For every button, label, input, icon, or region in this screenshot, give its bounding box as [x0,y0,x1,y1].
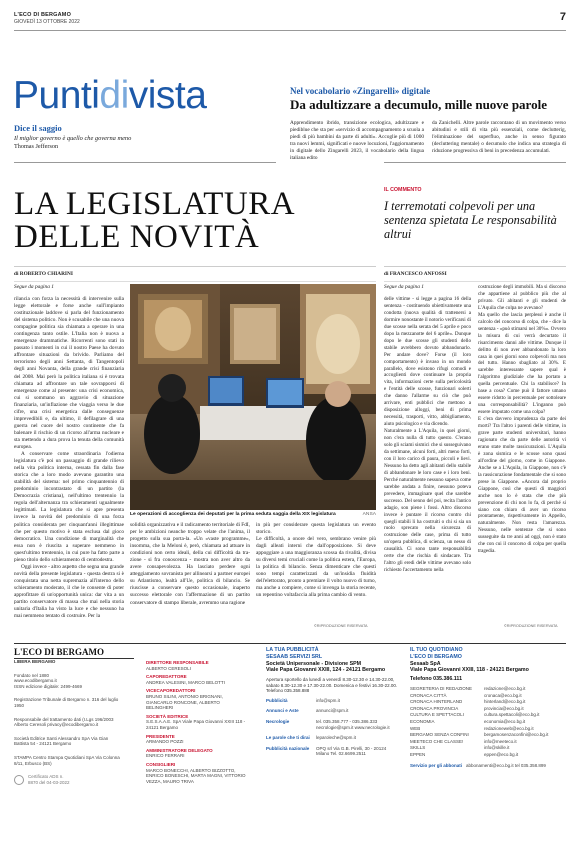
tuo-row-value: info@skille.it [484,745,510,751]
staff-role: CONSIGLIERI [146,761,176,767]
staff-role: VICECAPOREDATTORI [146,688,196,694]
tuo-row-label: SEGRETERIA DI REDAZIONE [410,686,473,691]
tuo-row-value: hinterland@eco.bg.it [484,699,526,705]
staff-names: ENRICO FERRARI [146,753,185,759]
tuo-row-value: cultura.spettacoli@eco.bg.it [484,712,540,718]
staff-role: PRESIDENTE [146,733,175,739]
quote-label: Dice il saggio [14,123,62,133]
spm-row [266,746,400,757]
main-byline: di ROBERTO CHIARINI [14,271,73,277]
teaser [290,86,566,161]
tuo-row-label: SKILLS [410,745,426,751]
header-rule [14,30,566,31]
spm-row-label: Annunci e Aste [266,708,299,714]
main-footnote: ©RIPRODUZIONE RISERVATA [314,624,368,628]
commento-continue: Segue da pagina 1 [384,284,424,290]
tuo-row [410,726,566,733]
teaser-kicker: Nel vocabolario «Zingarelli» digitale [290,86,431,96]
tuo-row-label: WEB [410,725,421,731]
spm-row-label: Necrologie [266,718,290,724]
main-continue: Segue da pagina 1 [14,284,54,290]
staff-entry [146,674,246,685]
tuo-row-value: eppen@eco.bg.it [484,751,519,757]
commento-footnote: ©RIPRODUZIONE RISERVATA [504,624,558,628]
masthead [14,12,80,25]
teaser-col-1: Apprendimento ibrido, transizione ecologica, adultizzare e piediblue che sta per «servizio di accompagnamento a scuola a piedi di più bambini da parte di adulti». Accoglie più di 1000 tra nuovi lemmi, significati e nuove locuzioni, l'aggiornamento in digitale dello Zingarelli 2023, il vocabolario della lingua italiana edito [290,120,424,161]
tuo-row-value: redazioneweb@eco.bg.it [484,725,534,731]
teaser-col-2: da Zanichelli. Altre parole raccontano di un movimento verso abitudini e stili di vita più essenziali, come declutterig, l'eliminazione del superfluo, anche in senso figurato (decluttering mentale) o decumulo che indica una strategia di riduzione progressiva di beni in precedenza accumulati. [432,120,566,154]
staff-entry [146,734,246,745]
staff-names: MARCO BONECCHI, ALBERTO BIZZOTTO, ENRICO BONESCHI, MARTA MAGNI, VITTORIO VEZZA, MAURO TRIVA [146,767,246,784]
tuo-row-value: redazione@eco.bg.it [484,686,526,691]
tuo-row [410,699,566,706]
spm-row-value: tel. 035.358.777 - 035.386.333 necrologie@spm.it www.necrologie.it [316,718,390,730]
article-photo [130,284,376,510]
tuo-row-label: CRONACA HINTERLAND [410,699,463,705]
staff-role: SOCIETÀ EDITRICE [146,713,189,719]
spm-row-value: OPQ srl Via G.B. Pirelli, 30 - 20124 Milano Tel. 02.6699.2511 [316,745,387,757]
commento-label: IL COMMENTO [384,187,422,193]
staff-role: CAPOREDATTORE [146,674,187,680]
issue-date: GIOVEDÌ 13 OTTOBRE 2022 [14,19,80,25]
footer-tuo: IL TUO QUOTIDIANO L'ECO DI BERGAMO Sesaab SpA Viale Papa Giovanni XXIII, 118 - 24121 Bergamo Telefono 035.386.111 SEGRETERIA DI REDAZIONE redazione@eco.bg.it CRONACA CITTÀ cronaca@eco.bg.it CRONACA HINTERLAND hinterland@eco.bg.it CRONACA PROVINCIA provincia@eco.bg.it CULTURA E SPETTACOLI cultura.spettacoli@eco.bg.it ECONOMIA economia@eco.bg.it WEB redazioneweb@eco.bg.it BERGAMO SENZA CONFINI bergamosenzaconfini@eco.bg.it MEETECO CHE CLASSE! info@meeteco.it SKILLS info@skille.it EPPEN eppen@eco.bg.it Servizio per gli abbonati abbonamenti@eco.bg.it tel 035.358.899 [410,647,566,768]
tuo-row-label: BERGAMO SENZA CONFINI [410,732,469,738]
section-title: Puntidivista [13,74,207,117]
footer-paper: L'ECO DI BERGAMO LIBERA BERGAMO Fondato nel 1880 www.ecodibergamo.it ISSN edizione digitale: 2499-4669 Registrazione Tribunale di Bergamo n. 316 del luglio 1950 Responsabile del trattamento dati (I.Lgs 196/2003 Alberto Ceresoli privacy@ecodibergamo.it Società Editrice Santi Alessandro SpA Via Gian Battista 54 - 24121 Bergamo STAMPA Centro Stampa Quotidiani SpA Via Colonna 8/11, Erbusco (BS) Certificato ADS n. 8870 del 04-03-2022 [14,647,134,785]
quote-box [14,123,274,150]
staff-names: S.E.S.A.A.E. SpA Viale Papa Giovanni XXIII 118 - 24121 Bergamo [146,719,246,730]
commento-col-1: Segue da pagina 1 delle vittime - si legge a pagina 16 della sentenza - costituendo obiettivamente una condotta (nuova qualità di trattenersi a dormire nonostante il notorio verificarsi di due scosse nella serata del 5 aprile e poco dopo la mezzanotte del 6 aprile». Dunque dopo le due scosse gli studenti dello stabile avrebbero dovuto abbandonarlo. Per andare dove? Forse (il loro comportamento) è invaso in un mondo parallelo, dove esistono rifugi comodi e accoglienti dove continuare la propria vita, informazioni certe sulla pericolosità e l'entità delle scosse, funzionari solerti che danno l'allarme su ciò che può arrivare, enti pubblici che mettono a disposizione alloggi, beni di prima necessità, trasporti, vitto, abbigliamento, aiuto psicologico e via dicendo. Naturalmente a L'Aquila, in quei giorni, non c'era nulla di tutto questo. C'erano solo gli sciami sismici che si susseguivano da settimane, alcuni forti, altri meno forti, con il loro carico di paura, piccoli e lievi. Nessuno ha detto agli abitanti dello stabile di abbandonare le loro case e i loro beni. Perché naturalmente nessuno sapeva come sarebbe andata a finire, nessuno poteva prevedere, immaginare quel che sarebbe successo. Del senno del poi, recita l'antico adagio, son piene i fossi. Altro discorso invece è puntare il ricorso contro chi quegli stabili li ha costruiti o chi si sia un ruolo sprecato nella sicurezza di costruzione delle case, prima di tutto un'opera pubblica, di scienza, un nesso di causalità. Ci sono tante responsabilità certe che che rischia di sindacare. Tra l'altro gli eredi delle vittime avevano solo richiesto l'accertamento nella [384,284,471,574]
tuo-row-value: info@meeteco.it [484,738,517,744]
spm-row [266,719,400,730]
quote-author: Thomas Jefferson [14,143,59,150]
tuo-row [410,712,566,719]
tuo-row [410,732,566,739]
tuo-row-value: cronaca@eco.bg.it [484,692,522,698]
spm-row [266,708,400,714]
footer-logo: L'ECO DI BERGAMO [14,647,105,657]
commento-byline: di FRANCESCO ANFOSSI [384,271,447,277]
tuo-row [410,719,566,726]
staff-entry [146,762,246,784]
spm-row-label: Pubblicità [266,697,288,703]
tuo-row-label: ECONOMIA [410,718,435,724]
staff-entry [146,688,246,710]
spm-row-value: annunci@spm.it [316,708,349,714]
footer-spm: LA TUA PUBBLICITÀ SESAAB SERVIZI SRL Società Unipersonale - Divisione SPM Viale Papa Giovanni XXIII, 124 - 24121 Bergamo Apertura sportello da lunedì a venerdì 8.30-12.30 e 14.30-22.00, sabato 8.30-12.30 e 17.30-22.00. Domenica e festivi 16.30-22.00. Telefono 035.358.888 Pubblicità info@spm.it Annunci e Aste annunci@spm.it Necrologie tel. 035.358.777 - 035.386.333 necrologie@spm.it www.necrologie.it Le parole che ti dirai leparoleche@spm.it Pubblicità nazionale OPQ srl Via G.B. Pirelli, 30 - 20124 Milano Tel. 02.6699.2511 [266,647,400,762]
photo-caption: Le operazioni di accoglienza dei deputati per la prima seduta saggia della XIX legislatura ANSA [130,512,376,517]
staff-role: DIRETTORE RESPONSABILE [146,660,209,665]
staff-names: ANDREA VALESINI, MARCO BELOTTI [146,679,225,685]
tuo-row-label: CRONACA PROVINCIA [410,705,459,711]
tuo-row [410,686,566,693]
staff-names: ALBERTO CERESOLI [146,665,191,671]
spm-row-label: Pubblicità nazionale [266,745,310,751]
tuo-row [410,706,566,713]
tuo-row [410,752,566,759]
tuo-row-value: provincia@eco.bg.it [484,705,524,711]
spm-row-value: leparoleche@spm.it [316,735,356,741]
staff-role: AMMINISTRATORE DELEGATO [146,747,213,753]
spm-hours: Apertura sportello da lunedì a venerdì 8.30-12.30 e 14.30-22.00, sabato 8.30-12.30 e 17.30-22.00. Domenica e festivi 16.30-22.00. Telefono 035.358.888 [266,677,398,694]
tuo-row [410,693,566,700]
teaser-headline: Da adultizzare a decumulo, mille nuove parole [290,97,547,112]
tuo-row-value: economia@eco.bg.it [484,718,526,724]
tuo-row-label: CULTURA E SPETTACOLI [410,712,464,718]
parliament-photo-illustration [130,284,376,510]
staff-names: BRUNO SILINI, ANTONIO BRIGNANI, GIANCARLO RONCONE, ALBERTO BELINGHERI [146,693,223,711]
staff-names: ARMANDO POZZI [146,739,184,745]
paper-name: L'ECO DI BERGAMO [14,12,72,18]
tuo-row-value: bergamosenzaconfini@eco.bg.it [484,732,549,738]
quote-text: Il miglior governo è quello che governa meno [14,135,132,142]
spm-row [266,735,400,741]
commento-headline: I terremotati colpevoli per una sentenza spietata Le responsabilità altrui [384,199,557,241]
spm-row-label: Le parole che ti dirai [266,735,310,741]
spm-row [266,698,400,704]
main-headline: LA LEGISLATURA DELLE NOVITÀ [14,186,296,255]
staff-entry [146,714,246,731]
main-col-2: solidità organizzativa e il radicamento territoriale di FdI, per le ambizioni neanche troppo velate che l'anima, il progetto sulla sua porta-la. «Un «vaste programme», insomma, che la Meloni è, però, chiamata ad attuare in condizioni non certo ideali, della cui difficoltà da tra-zione - si fra conoscenza - mostra non aver altro da avere consapevolezza. Ha lasciato perdere ogni atteggiamento sovranista per allinearsi a partner europei su Atlantismo, lealtà all'Ue, politica di bilancio. Se riuscisse a conservare questo occasionale, inaperto successo elettorale con l'affermazione di un partito conservatore di stampo liberale, avremmo una ragione [130,522,250,606]
footer-staff [146,660,246,787]
tuo-row-label: EPPEN [410,751,426,757]
commento-col-2: costruzione degli immobili. Ma si discorso che appartiene al pubblico più che al privato. Gli abitanti e gli studenti de L'Aquila che colpa ne avevano? Ma quello che lascia perplessi è anche il calcolo del concorso di colpa, che - dice la sentenza - «può stimarsi nel 30%». Ovvero la misura di cui verrà decurtato il risarcimento danni alle vittime. Dunque il delitto di non aver abbandonato la loro casa in quei giorni sono colpevoli ma non del tutto. Hanno sbagliato al 30%. E sarebbe interessante sapere qual è l'algoritmo giudiziale che ha portato a quella percentuale. Chi la stabilisce? In base a cosa? Come può il fattore umano essere ridotto in percentuale per sottoleare una corresponsabilità? L'inganno può essere imputato come una colpa? E c'era davvero imprudenza da parte dei morti? Tra l'altro i parenti delle vittime, in grave parte studenti universitari, hanno ragionato che da parte delle autorità vi erano state molte rassicurazioni. L'Aquila è zona sismica e le scosse sono quasi all'ordine del giorno, come in Giappone. Anche se a L'Aquila, in Giappone, non c'è la rassicurazione fondamentale che si sono prese in Giappone. «Ancora dal proprio Giappone, così che questi di maggiori anche non lo è stata che che più prevenzione di chi non lo fa, di perché si siano con chiaro di aver un ricorso prontamente, rispettivamente in Appello, naturalmente. Non resta l'amarezza. Nessuno, nelle sentenze che si sono susseguite da tre anni ad oggi, non è stato che con cui il concorso di colpa per quella tragedia. [478,284,566,555]
tuo-row [410,739,566,746]
ads-certificate-icon [14,775,24,785]
staff-entry [146,748,246,759]
main-col-1: Segue da pagina 1 rilancia con forza la necessità di intervenire sulla legge elettorale e forse anche sull'impianto costituzionale laddove si parla del funzionamento del sistema politico. Non è scusabile che una nuova compagine politica sia chiamata a operare in una contingenza tanto ostile. L'Italia non è nuova a emergenze drammatiche. Ricorrenti sono stati in passato i momenti in cui il nostro Paese ha dovuto affrontare situazioni da brivido. Parliamo del terrorismo degli anni Settanta, di Tangentopoli degli anni Novanta, della grande crisi finanziaria del 2008. Mai però la politica italiana si è trovata chiamata ad affrontare un tale sovrapporsi di emergenze come al presente: una crisi economica, cui si sommano un aggravio di situazione finanziaria, un'inflazione che viaggia verso le due cifre, una crisi energetica dalle conseguenze imprevedibili e, da ultimo, il defilagrare di una guerra nel cuore del nostro continente che fa balenare il rischio di un ricorso all'arma nucleare e sta mettendo a dura prova la tenuta della comunità europea. A conservare come straordinaria l'odierna legislatura c'è poi un passaggio di grande rilievo nella vita politica interna, cessata fin dalla fase storica che a loro modo avevano garantito una stabilità del sistema: nel primo cinquantennio di predominio incontrastato di un partito (la Democrazia cristiana), nell'ultimo trentennio la regola dell'alternanza tra schieramenti ugualmente legittimati. La legislatura che si apre presenta invece la novità del predominio di una forza politica considerata per cinquant'anni illegittimae che per questo motivo è stata esclusa dal gioco democratico. Una condizione di marginalità che essa non è riuscita a superare nemmeno in quest'ultimo trentennio, in cui pure ha fatto parte a pieno titolo dello schieramento di centrodestra. Oggi invece - altro aspetto che segna una grande novità della presente legislatura - questa destra si è conquistata una netta supremazia all'interno dello schieramento moderato, il che le consente di poter approfittare di un'opportunità unica: dar vita a un partito conservatore di massa che mai nella storia unitaria d'Italia ha visto la luce e che nessuno ha mai nemmeno tentato di costruire. Per la [14,284,124,620]
tuo-row-label: CRONACA CITTÀ [410,692,447,698]
tuo-row-label: MEETECO CHE CLASSE! [410,738,464,744]
main-col-3: in più per considerare questa legislatura un evento storico. Le difficoltà, a onore del vero, sembrano venire più dagli alleati interni che dall'opposizione. Si deve appoggiare a una maggioranza scossa da rivalità, divisa su diversi temi cruciali come la politica estera, l'Europa, la politica di bilancio. Senza dimenticare che questi sono tempi caratterizzati da un'insidia fluidità dell'elettorato, pronto a premiare il volto nuovo di turno, ma anche a compiere, come si invenga la storia recente, un repentino voltafaccia alla prima cambio di vento. [256,522,376,599]
spm-row-value: info@spm.it [316,697,340,703]
staff-entry [146,660,246,671]
photo-credit: ANSA [362,512,376,517]
page-number: 7 [559,11,566,23]
tuo-row [410,745,566,752]
